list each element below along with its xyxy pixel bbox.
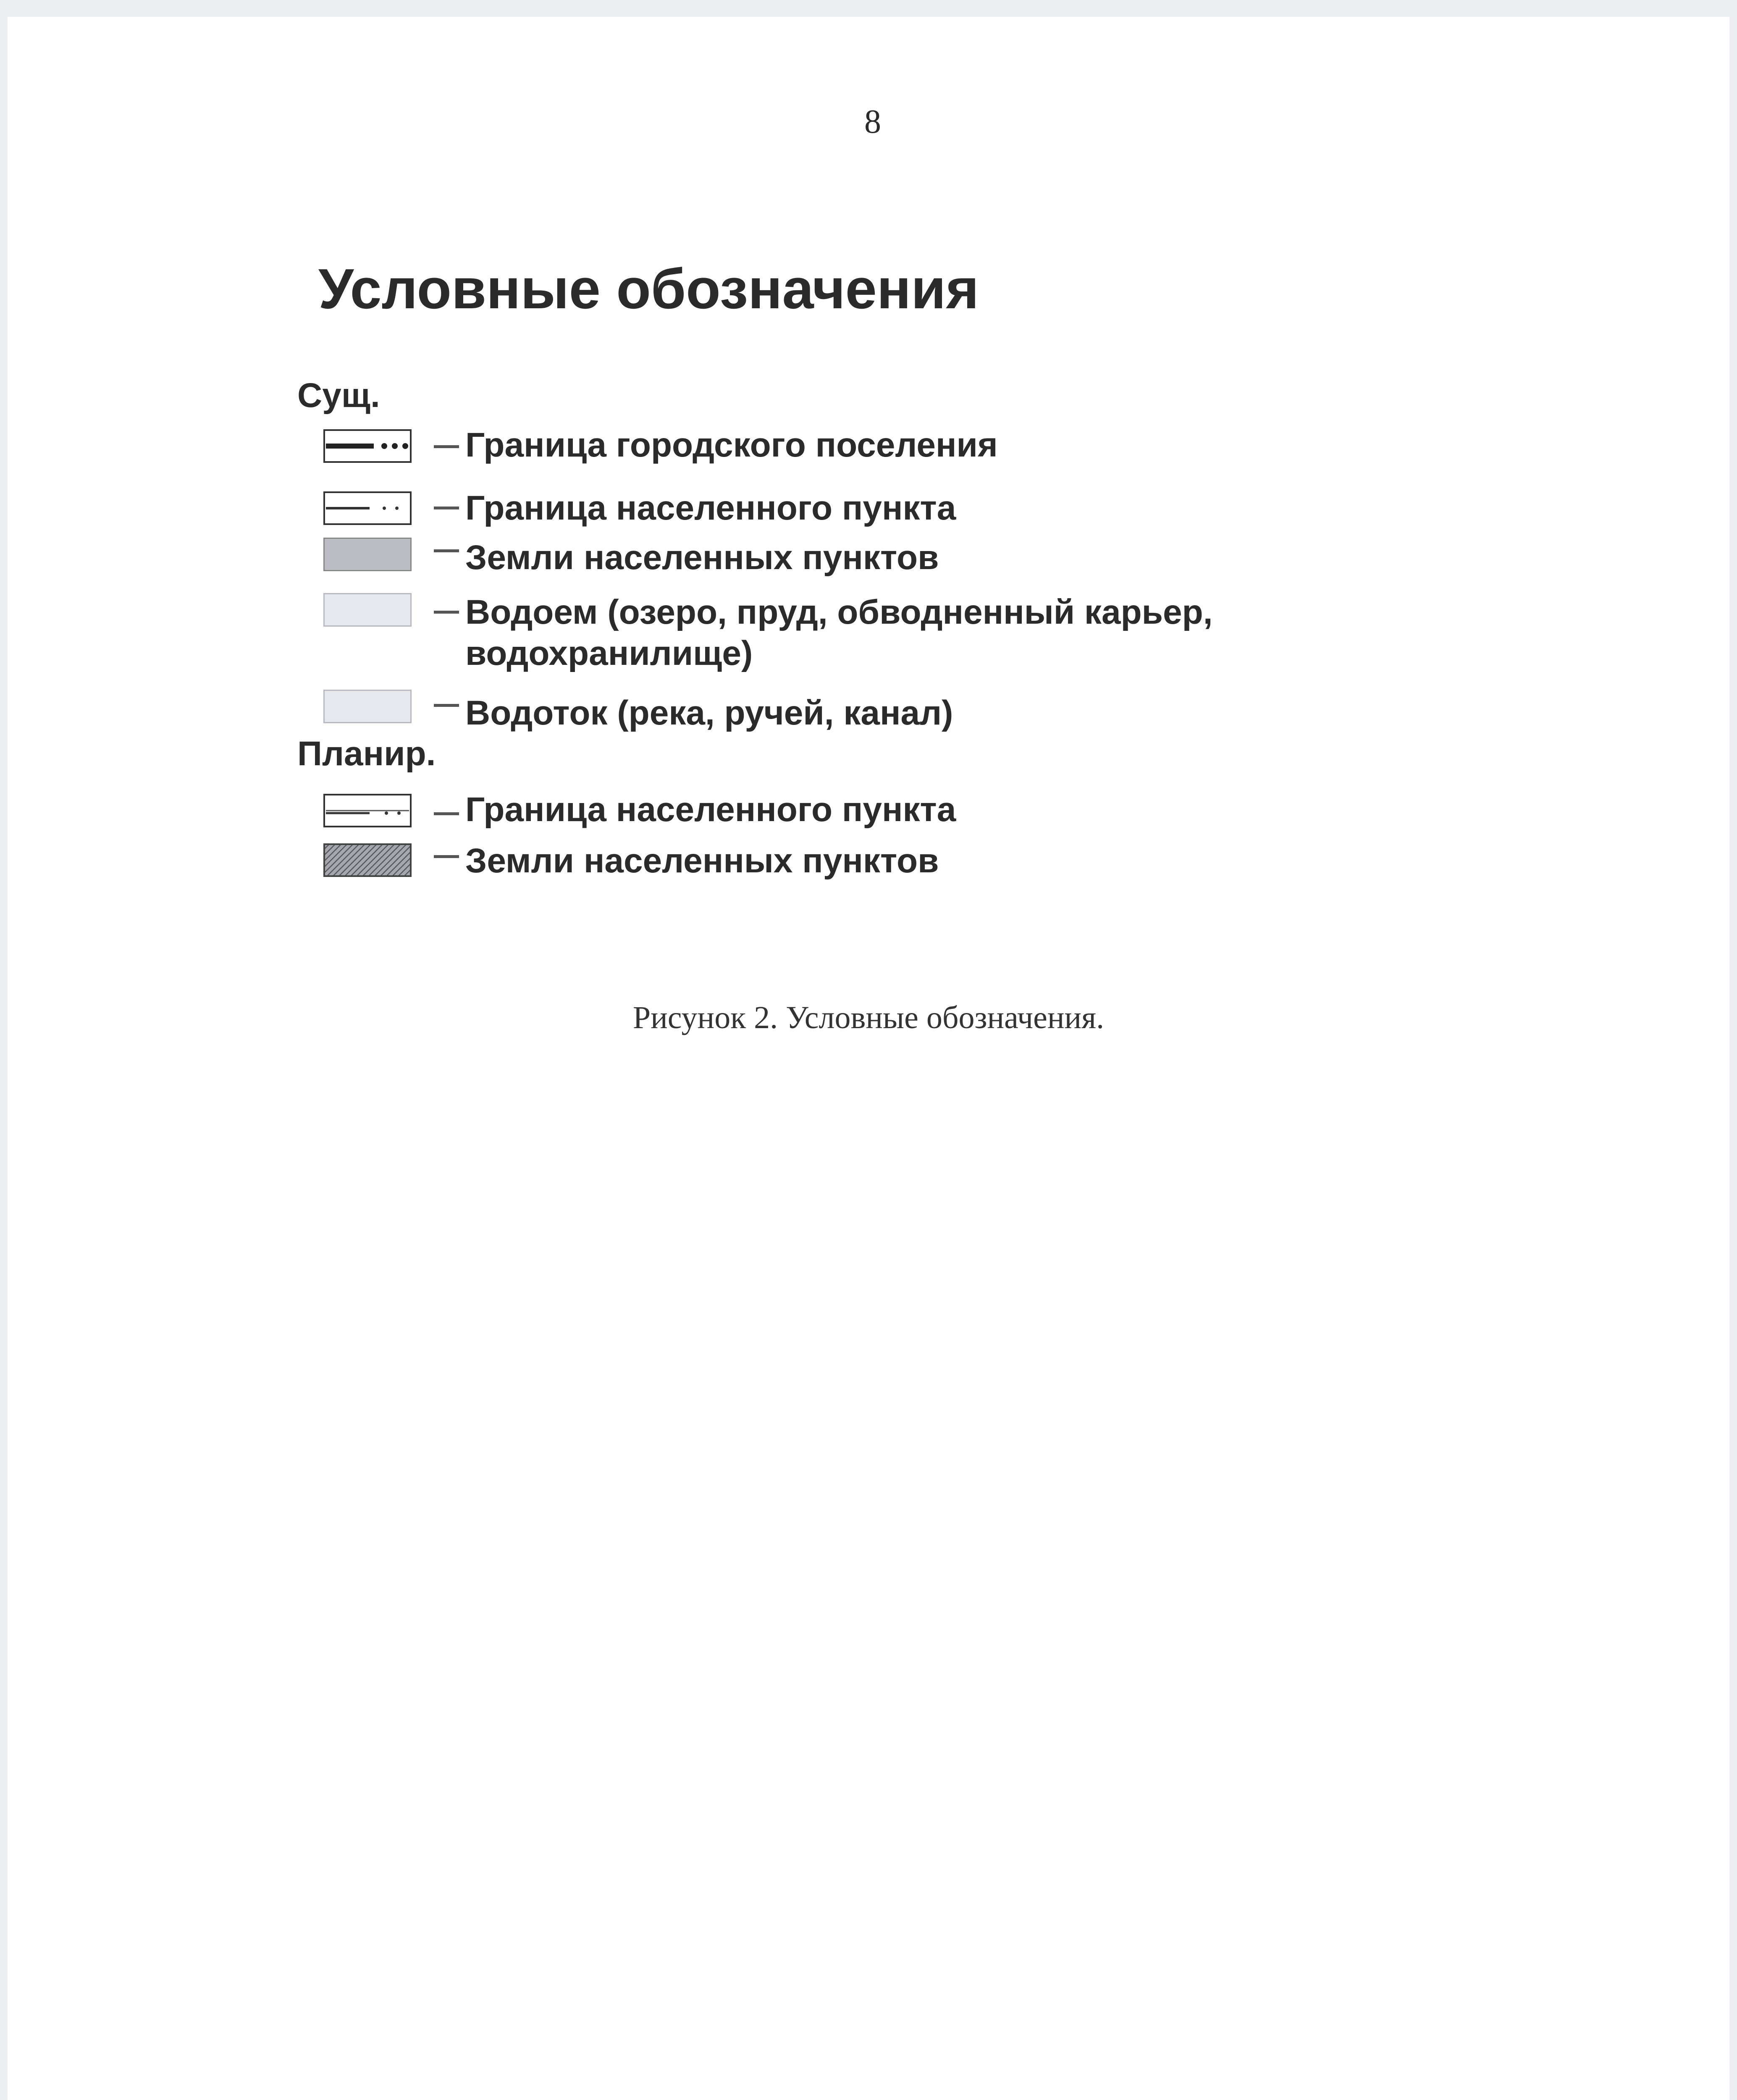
section-label-existing: Сущ. xyxy=(297,376,380,415)
legend-title: Условные обозначения xyxy=(318,257,979,320)
legend-dash xyxy=(434,549,459,552)
legend-item-label: Граница населенного пункта xyxy=(465,790,956,829)
legend-item-label: Водоток (река, ручей, канал) xyxy=(465,694,953,732)
water-body-fill-symbol xyxy=(323,593,412,627)
legend-dash xyxy=(434,812,459,815)
settlement-boundary-line-symbol xyxy=(323,491,412,525)
legend-item-label: Земли населенных пунктов xyxy=(465,538,939,577)
planned-settlement-land-hatch-symbol xyxy=(323,843,412,877)
legend-item-label: Граница городского поселения xyxy=(465,426,998,464)
legend-dash xyxy=(434,507,459,509)
legend-dash xyxy=(434,611,459,614)
legend-item-label-continued: водохранилище) xyxy=(465,634,753,672)
settlement-land-fill-symbol xyxy=(323,538,412,571)
watercourse-fill-symbol xyxy=(323,690,412,723)
legend-dash xyxy=(434,855,459,858)
planned-settlement-boundary-line-symbol xyxy=(323,794,412,827)
legend-item-label: Земли населенных пунктов xyxy=(465,842,939,880)
section-label-planned: Планир. xyxy=(297,735,436,773)
page-number: 8 xyxy=(864,103,881,140)
city-boundary-line-symbol xyxy=(323,429,412,463)
legend-item-label: Водоем (озеро, пруд, обводненный карьер, xyxy=(465,593,1213,631)
document-page xyxy=(8,17,1729,2100)
figure-caption: Рисунок 2. Условные обозначения. xyxy=(632,1000,1105,1035)
legend-item-label: Граница населенного пункта xyxy=(465,489,956,527)
legend-dash xyxy=(434,704,459,707)
legend-dash xyxy=(434,445,459,448)
